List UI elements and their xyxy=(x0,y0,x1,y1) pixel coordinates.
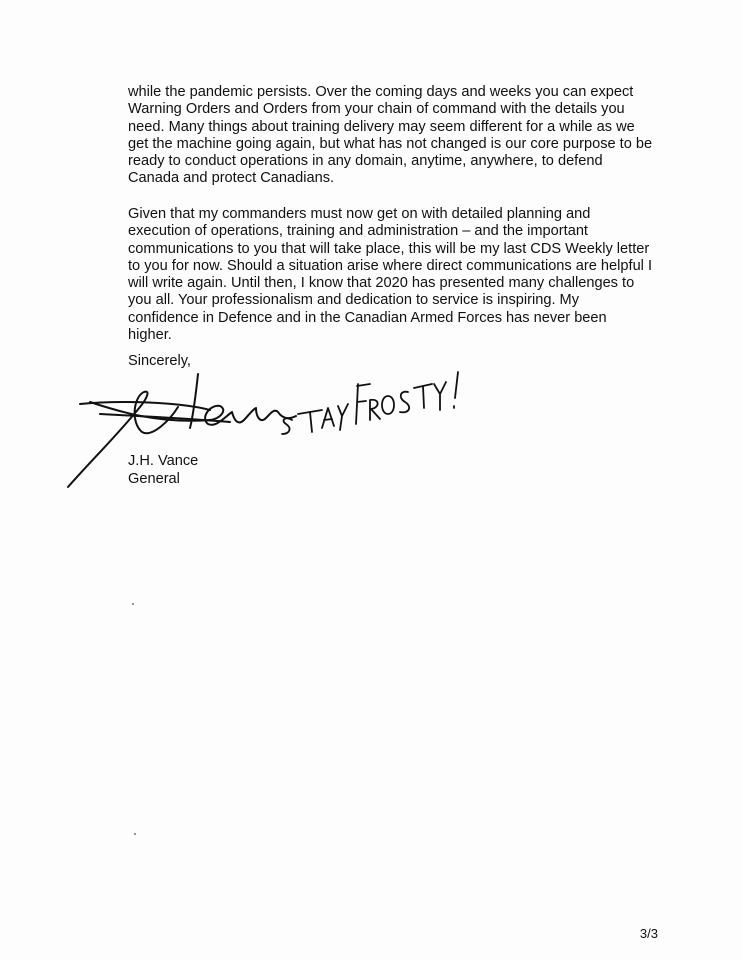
paragraph-line: Warning Orders and Orders from your chain of command with the details you xyxy=(128,101,625,118)
handwritten-signature xyxy=(60,362,480,492)
signer-name: J.H. Vance xyxy=(128,453,199,469)
paragraph-line: higher. xyxy=(128,327,172,344)
body-paragraph-2 xyxy=(128,206,658,344)
signature-block xyxy=(128,453,198,488)
paragraph-line: to you for now. Should a situation arise where direct communications are helpful I xyxy=(128,257,653,274)
scan-speck xyxy=(132,603,134,605)
paragraph-line: communications to you that will take place, this will be my last CDS Weekly letter xyxy=(128,240,650,257)
paragraph-line: you all. Your professionalism and dedication to service is inspiring. My xyxy=(128,292,580,309)
paragraph-line: need. Many things about training delivery may seem different for a while as we xyxy=(128,118,635,135)
paragraph-line: execution of operations, training and administration – and the important xyxy=(128,223,588,240)
page-number: 3/3 xyxy=(639,926,658,941)
paragraph-line: confidence in Defence and in the Canadian Armed Forces has never been xyxy=(128,309,607,326)
paragraph-line: will write again. Until then, I know that 2020 has presented many challenges to xyxy=(128,275,635,292)
signer-rank: General xyxy=(128,470,180,487)
paragraph-line: get the machine going again, but what has not changed is our core purpose to be xyxy=(128,135,653,152)
paragraph-line: Canada and protect Canadians. xyxy=(128,170,335,187)
closing-salutation: Sincerely, xyxy=(128,353,191,369)
scan-speck xyxy=(134,833,136,835)
body-paragraph-1 xyxy=(128,84,658,188)
paragraph-line: Given that my commanders must now get on with detailed planning and xyxy=(128,206,591,222)
paragraph-line: while the pandemic persists. Over the coming days and weeks you can expect xyxy=(128,84,634,100)
paragraph-line: ready to conduct operations in any domain, anytime, anywhere, to defend xyxy=(128,153,603,170)
